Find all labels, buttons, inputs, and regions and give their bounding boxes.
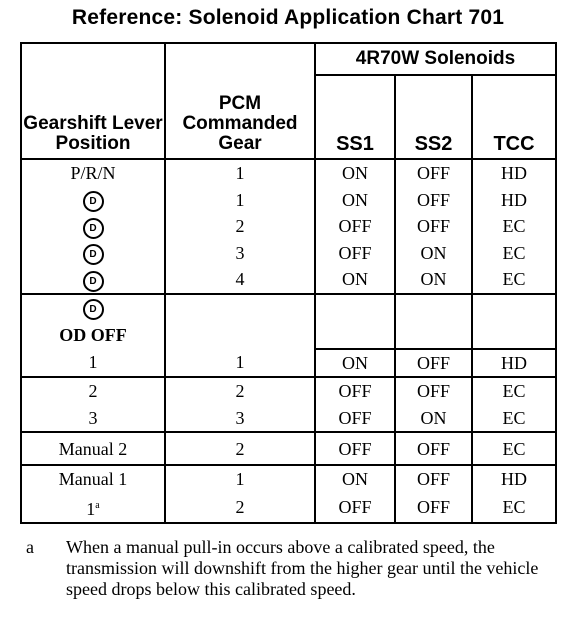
ss2-cell: [395, 294, 472, 322]
lever-cell: 2: [21, 377, 165, 405]
lever-cell: OD OFF: [21, 321, 165, 349]
table-row: [21, 377, 556, 405]
ss2-cell: ON: [395, 240, 472, 267]
overdrive-icon: D: [83, 244, 104, 265]
ss2-cell: OFF: [395, 187, 472, 214]
tcc-cell: EC: [472, 493, 556, 523]
ss1-cell: ON: [315, 159, 395, 187]
table-row: [21, 432, 556, 465]
tcc-cell: [472, 294, 556, 322]
ss1-cell: ON: [315, 266, 395, 294]
ss2-cell: ON: [395, 405, 472, 433]
gear-cell: 1: [165, 187, 315, 214]
ss2-cell: OFF: [395, 349, 472, 378]
footnote-marker: a: [95, 499, 100, 511]
chart-title: Reference: Solenoid Application Chart 701: [71, 6, 505, 29]
ss2-cell: OFF: [395, 493, 472, 523]
gear-cell: 1: [165, 349, 315, 378]
lever-cell: Manual 1: [21, 465, 165, 493]
header-pcm-commanded-gear: PCM Commanded Gear: [165, 43, 315, 159]
tcc-cell: [472, 321, 556, 349]
tcc-cell: HD: [472, 187, 556, 214]
table-row: [21, 213, 556, 240]
tcc-cell: HD: [472, 159, 556, 187]
table-row: [21, 294, 556, 322]
tcc-cell: EC: [472, 266, 556, 294]
gear-cell: 2: [165, 213, 315, 240]
tcc-cell: EC: [472, 240, 556, 267]
overdrive-icon: D: [83, 191, 104, 212]
lever-cell: [21, 187, 165, 214]
ss1-cell: OFF: [315, 432, 395, 465]
ss2-cell: OFF: [395, 432, 472, 465]
lever-cell: 1$^a$: [21, 493, 165, 523]
table-row: [21, 240, 556, 267]
lever-cell: Manual 2: [21, 432, 165, 465]
table-row: [21, 159, 556, 187]
ss1-cell: ON: [315, 465, 395, 493]
gear-cell: 2: [165, 493, 315, 523]
solenoid-application-table: [20, 42, 557, 524]
lever-cell: P/R/N: [21, 159, 165, 187]
ss1-cell: OFF: [315, 213, 395, 240]
header-tcc: TCC: [472, 75, 556, 159]
footnote-mark: a: [26, 537, 34, 557]
gear-cell: 2: [165, 377, 315, 405]
gear-cell: 1: [165, 159, 315, 187]
gear-cell: 2: [165, 432, 315, 465]
gear-cell: 4: [165, 266, 315, 294]
gear-cell: 1: [165, 465, 315, 493]
gear-cell: [165, 321, 315, 349]
tcc-cell: HD: [472, 349, 556, 378]
table-row: [21, 405, 556, 433]
ss1-cell: OFF: [315, 240, 395, 267]
table-row: [21, 187, 556, 214]
overdrive-icon: D: [83, 218, 104, 239]
tcc-cell: EC: [472, 213, 556, 240]
ss1-cell: ON: [315, 187, 395, 214]
ss1-cell: [315, 321, 395, 349]
ss2-cell: OFF: [395, 213, 472, 240]
ss1-cell: OFF: [315, 405, 395, 433]
ss2-cell: OFF: [395, 377, 472, 405]
lever-cell: 1: [21, 349, 165, 378]
table-row: [21, 321, 556, 349]
gear-cell: 3: [165, 405, 315, 433]
ss1-cell: OFF: [315, 377, 395, 405]
lever-cell: [21, 240, 165, 267]
table-row: [21, 349, 556, 378]
footnote-text: When a manual pull-in occurs above a calibrated speed, the transmission will downshift from the higher gear until the vehicle speed drops below this calibrated speed.: [66, 537, 539, 599]
table-row: [21, 465, 556, 493]
tcc-cell: HD: [472, 465, 556, 493]
ss2-cell: OFF: [395, 465, 472, 493]
ss1-cell: OFF: [315, 493, 395, 523]
lever-cell: [21, 266, 165, 294]
overdrive-icon: D: [83, 299, 104, 320]
ss1-cell: ON: [315, 349, 395, 378]
lever-cell: [21, 213, 165, 240]
ss1-cell: [315, 294, 395, 322]
tcc-cell: EC: [472, 432, 556, 465]
lever-cell: [21, 294, 165, 322]
table-row: [21, 493, 556, 523]
header-ss1: SS1: [315, 75, 395, 159]
gear-cell: [165, 294, 315, 322]
gear-cell: 3: [165, 240, 315, 267]
lever-cell: 3: [21, 405, 165, 433]
ss2-cell: OFF: [395, 159, 472, 187]
ss2-cell: ON: [395, 266, 472, 294]
table-row: [21, 266, 556, 294]
header-solenoids-group: 4R70W Solenoids: [315, 43, 556, 75]
tcc-cell: EC: [472, 405, 556, 433]
header-ss2: SS2: [395, 75, 472, 159]
header-lever-position: Gearshift Lever Position: [21, 43, 165, 159]
tcc-cell: EC: [472, 377, 556, 405]
ss2-cell: [395, 321, 472, 349]
overdrive-icon: D: [83, 271, 104, 292]
